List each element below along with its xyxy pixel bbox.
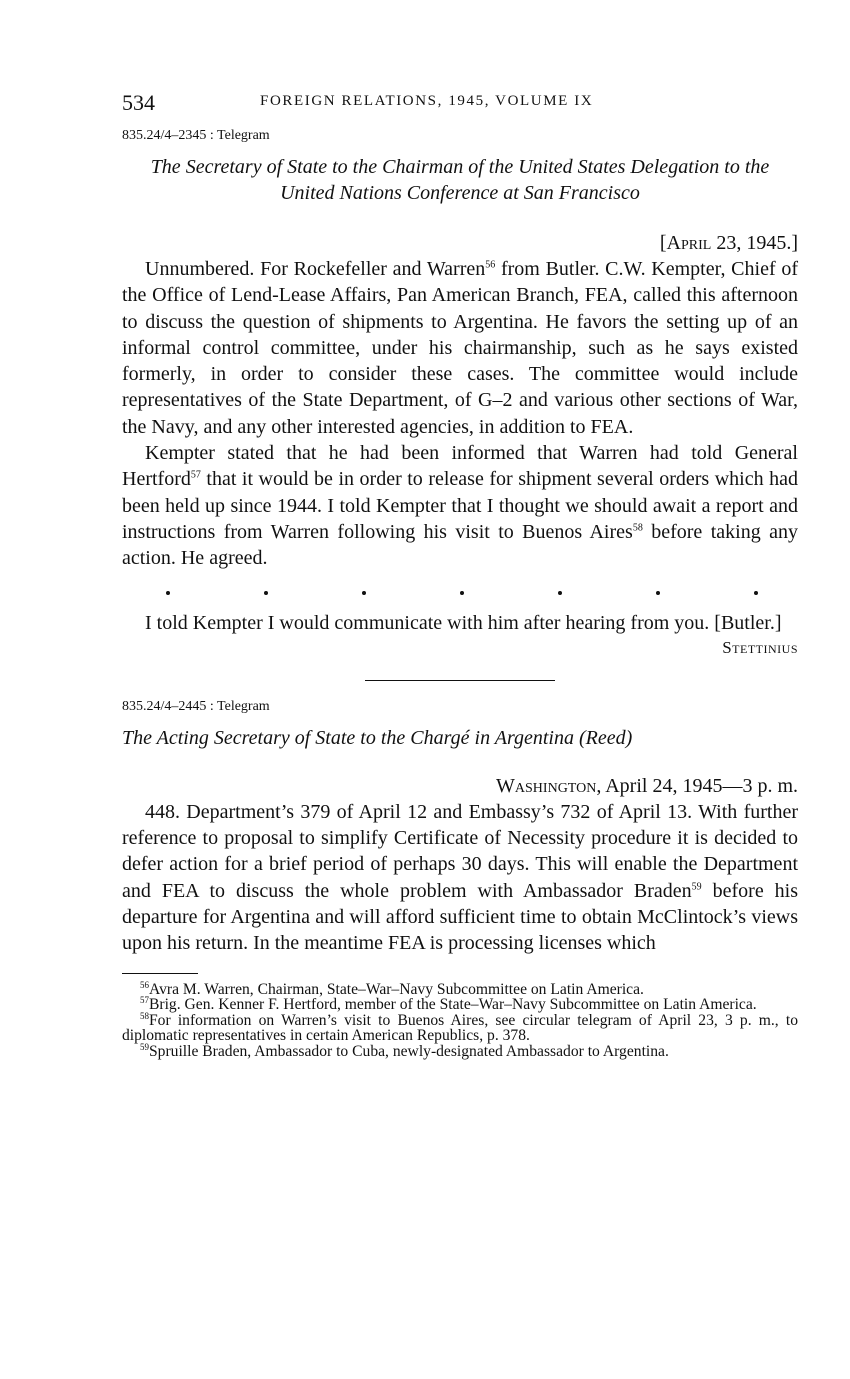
footnote-text: Avra M. Warren, Chairman, State–War–Navy Subcommittee on Latin America. — [149, 980, 644, 998]
text-run: 448. Department’s 379 of April 12 and Embassy’s 732 of April 13. With further reference to proposal to simplify Certificate of Necessity procedure it is decided to defer action for a brief period of perhaps 30 days. This will enable the Department and FEA to discuss the whole problem with Ambassador Braden — [122, 800, 798, 902]
doc1-title: The Secretary of State to the Chairman of the United States Delegation to the United Nations Conference at San Francisco — [150, 156, 770, 204]
doc1-dateline — [122, 230, 798, 256]
doc1-paragraph-3: I told Kempter I would communicate with him after hearing from you. [Butler.] — [145, 611, 782, 634]
page-number: 534 — [122, 90, 155, 115]
title-run: The Acting Secretary of State to the Chargé in Argentina ( — [122, 726, 586, 749]
footnote-mark: 58 — [140, 1010, 149, 1021]
footnote-ref-59[interactable]: 59 — [691, 881, 702, 893]
footnote-ref-56[interactable]: 56 — [485, 259, 496, 271]
footnote-text: For information on Warren’s visit to Buenos Aires, see circular telegram of April 23, 3 p. m., to diplomatic representatives in certain American Republics, p. 378. — [122, 1011, 798, 1045]
footnote-mark: 59 — [140, 1041, 149, 1052]
text-run: before his departure for Argentina and will afford sufficient time to obtain McClintock’s views upon his return. In the meantime FEA is processing licenses which — [122, 879, 799, 955]
document-1 — [122, 128, 798, 658]
footnote-59 — [122, 1041, 798, 1060]
footnote-56 — [122, 979, 798, 998]
document-page — [122, 84, 798, 1059]
dateline-rest: 23, 1945.] — [711, 232, 798, 254]
footnote-mark: 57 — [140, 994, 149, 1005]
dateline-city: Washington — [496, 774, 597, 797]
text-run: Kempter stated that he had been informed that Warren had told General Hertford — [122, 442, 798, 491]
dateline-bracket: [ — [659, 232, 667, 254]
footnote-ref-57[interactable]: 57 — [190, 469, 201, 481]
ellipsis-dot — [166, 591, 170, 595]
ellipsis-dot — [460, 591, 464, 595]
document-2 — [122, 699, 798, 957]
doc1-paragraph-1 — [122, 256, 798, 440]
ellipsis-dot — [754, 591, 758, 595]
running-head — [122, 84, 798, 118]
section-divider — [365, 680, 555, 681]
ellipsis-dot — [558, 591, 562, 595]
running-head-title: FOREIGN RELATIONS, 1945, VOLUME IX — [260, 93, 594, 109]
title-run: ) — [625, 726, 633, 749]
title-name: Reed — [585, 726, 626, 749]
dateline-rest: , April 24, 1945—3 p. m. — [596, 774, 798, 797]
footnote-57 — [122, 994, 798, 1014]
doc2-title — [122, 725, 798, 751]
ellipsis-dot — [656, 591, 660, 595]
omission-ellipsis — [122, 580, 798, 606]
text-run: before taking any action. He agreed. — [122, 520, 798, 570]
doc2-dateline — [122, 773, 798, 799]
footnote-58 — [122, 1010, 798, 1045]
footnote-rule — [122, 973, 198, 974]
doc2-paragraph-1 — [122, 799, 798, 957]
ellipsis-dot — [362, 591, 366, 595]
ellipsis-dot — [264, 591, 268, 595]
text-run: Unnumbered. For Rockefeller and Warren — [145, 258, 486, 280]
doc2-file-reference: 835.24/4–2445 : Telegram — [122, 698, 270, 714]
footnote-text: Brig. Gen. Kenner F. Hertford, member of the State–War–Navy Subcommittee on Latin America. — [149, 996, 757, 1014]
dateline-month: April — [666, 232, 712, 254]
footnote-text: Spruille Braden, Ambassador to Cuba, newly-designated Ambassador to Argentina. — [149, 1042, 669, 1060]
doc1-signature: Stettinius — [722, 637, 798, 657]
doc1-paragraph-2 — [122, 440, 798, 571]
footnotes — [122, 979, 798, 1060]
footnote-mark: 56 — [140, 979, 149, 990]
footnote-ref-58[interactable]: 58 — [632, 522, 643, 534]
text-run: that it would be in order to release for shipment several orders which had been held up since 1944. I told Kempter that I thought we should await a report and instructions from Warren following his visit to Buenos Aires — [122, 468, 798, 543]
text-run: from Butler. C.W. Kempter, Chief of the Office of Lend-Lease Affairs, Pan American Branch, FEA, called this afternoon to discuss the question of shipments to Argentina. He favors the setting up of an informal control committee, under his chairmanship, such as he says existed formerly, in order to consider these cases. The committee would include representatives of the State Department, of G–2 and various other sections of War, the Navy, and any other interested agencies, in addition to FEA. — [122, 258, 798, 438]
doc1-file-reference: 835.24/4–2345 : Telegram — [122, 128, 270, 143]
